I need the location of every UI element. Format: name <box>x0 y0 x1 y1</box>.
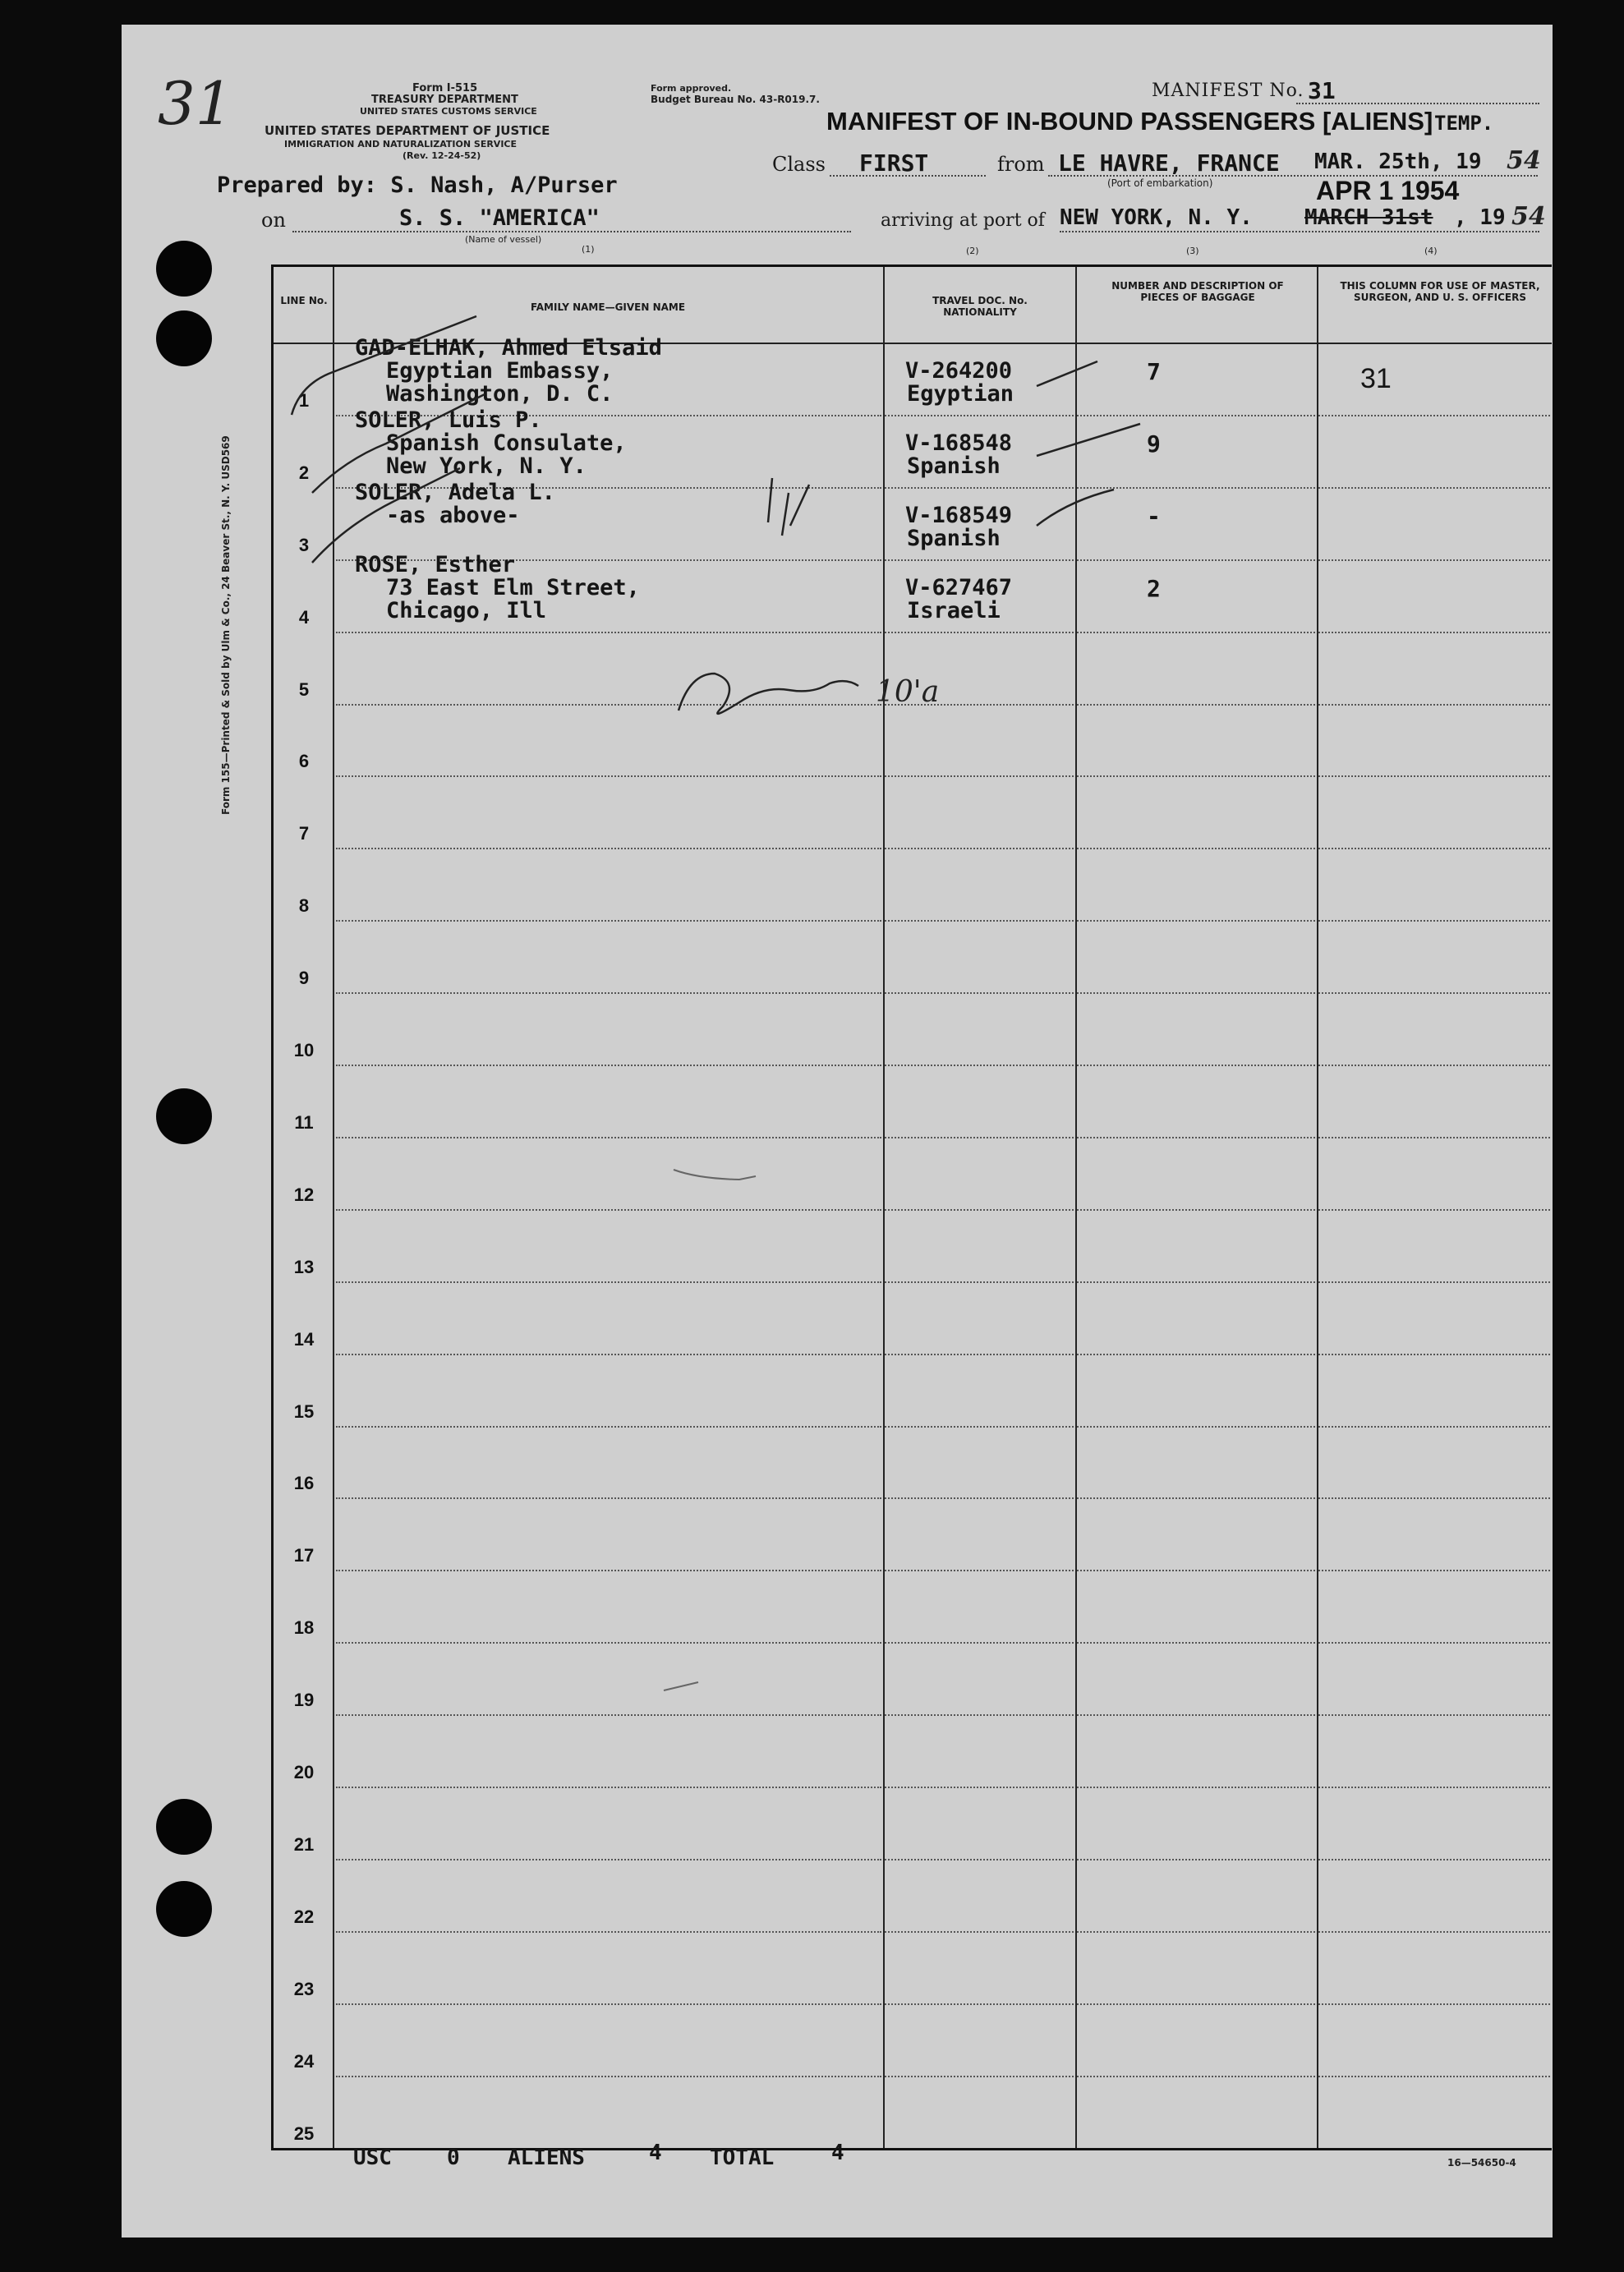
nationality: Egyptian <box>907 381 1014 407</box>
from-value: LE HAVRE, FRANCE <box>1058 149 1280 177</box>
form-number: Form I-515 <box>412 82 478 94</box>
nationality: Spanish <box>907 526 1001 551</box>
total-value: 4 <box>831 2141 844 2165</box>
travel-doc-no: V-168548 <box>905 430 1013 456</box>
line-number: 22 <box>293 1906 315 1927</box>
passenger-address: Egyptian Embassy, <box>386 358 614 384</box>
manifest-no-value: 31 <box>1308 77 1336 104</box>
baggage-count: 9 <box>1147 430 1161 458</box>
printer-side-text: Form 155—Printed & Sold by Ulm & Co., 24 Beaver St., N. Y. USD569 <box>220 435 232 815</box>
nationality: Israeli <box>907 598 1001 623</box>
line-number: 16 <box>293 1473 315 1494</box>
justice-dept: UNITED STATES DEPARTMENT OF JUSTICE <box>265 123 550 138</box>
passenger-name: SOLER, Adela L. <box>355 480 555 505</box>
treasury-dept: TREASURY DEPARTMENT <box>371 94 518 106</box>
class-value: FIRST <box>859 149 929 177</box>
line-number: 15 <box>293 1400 315 1422</box>
vessel-name: S. S. "AMERICA" <box>399 205 600 231</box>
form-code: 16—54650-4 <box>1447 2157 1516 2169</box>
on-label: on <box>261 209 286 232</box>
prepared-by: Prepared by: S. Nash, A/Purser <box>217 172 618 198</box>
arrival-date: MARCH 31st <box>1304 205 1433 230</box>
line-number: 9 <box>298 968 310 989</box>
manifest-temp: TEMP. <box>1434 112 1494 135</box>
line-number: 17 <box>293 1545 315 1566</box>
line-number: 7 <box>298 823 310 844</box>
usc-label: USC <box>353 2146 392 2170</box>
arrival-port: NEW YORK, N. Y. <box>1060 205 1253 230</box>
vessel-label: (Name of vessel) <box>465 234 542 245</box>
passenger-name: GAD-ELHAK, Ahmed Elsaid <box>355 335 662 361</box>
total-label: TOTAL <box>710 2146 775 2170</box>
baggage-count: - <box>1147 503 1161 530</box>
arrival-year-prefix: , 19 <box>1454 205 1506 230</box>
line-number: 11 <box>294 1111 314 1133</box>
line-number: 5 <box>298 678 310 700</box>
line-number: 6 <box>298 751 310 772</box>
line-number: 13 <box>293 1256 315 1277</box>
customs-service: UNITED STATES CUSTOMS SERVICE <box>360 106 537 117</box>
travel-doc-no: V-168549 <box>905 503 1013 528</box>
line-number: 20 <box>293 1762 315 1782</box>
port-embark-label: (Port of embarkation) <box>1107 177 1213 189</box>
ins-service: IMMIGRATION AND NATURALIZATION SERVICE <box>284 139 518 149</box>
col-num-3: (3) <box>1186 246 1199 256</box>
baggage-count: 2 <box>1147 575 1161 602</box>
passenger-name: SOLER, Luis P. <box>355 407 542 433</box>
col-header-line: LINE No. <box>280 295 328 306</box>
manifest-title: MANIFEST OF IN-BOUND PASSENGERS [ALIENS] <box>826 107 1433 136</box>
line-number: 2 <box>298 462 310 483</box>
handwritten-note: 10'a <box>876 675 940 709</box>
passenger-address: Spanish Consulate, <box>386 430 627 456</box>
line-number: 24 <box>293 2050 315 2072</box>
passenger-address: Chicago, Ill <box>386 598 547 623</box>
col-num-2: (2) <box>966 246 979 256</box>
line-number: 14 <box>293 1328 315 1350</box>
departure-date: MAR. 25th, 19 <box>1314 149 1482 174</box>
form-approved: Form approved. <box>651 83 732 94</box>
departure-year: 54 <box>1507 146 1541 175</box>
line-number: 10 <box>293 1040 315 1060</box>
line-number: 23 <box>293 1978 315 1999</box>
line-number: 19 <box>293 1690 315 1711</box>
col-header-officers: THIS COLUMN FOR USE OF MASTER, SURGEON, AND U. S. OFFICERS <box>1340 280 1540 303</box>
passenger-name: ROSE, Esther <box>355 552 516 577</box>
line-number: 3 <box>298 534 310 555</box>
col-header-doc: TRAVEL DOC. No. NATIONALITY <box>932 295 1028 318</box>
page-marker: 31 <box>158 69 233 138</box>
arrival-year: 54 <box>1511 202 1546 231</box>
arrival-stamp: APR 1 1954 <box>1316 176 1460 205</box>
budget-bureau: Budget Bureau No. 43-R019.7. <box>651 94 820 105</box>
line-number: 1 <box>298 389 310 411</box>
col-header-baggage: NUMBER AND DESCRIPTION OF PIECES OF BAGGAGE <box>1111 280 1284 303</box>
officer-note: 31 <box>1360 363 1392 394</box>
arriving-label: arriving at port of <box>881 210 1045 231</box>
line-number: 12 <box>293 1184 315 1205</box>
aliens-value: 4 <box>649 2141 662 2165</box>
aliens-label: ALIENS <box>508 2146 585 2170</box>
class-label: Class <box>772 153 826 176</box>
passenger-address: New York, N. Y. <box>386 453 587 479</box>
usc-value: 0 <box>447 2146 460 2170</box>
col-header-name: FAMILY NAME—GIVEN NAME <box>530 301 686 313</box>
line-number: 21 <box>293 1833 315 1855</box>
nationality: Spanish <box>907 453 1001 479</box>
line-number: 25 <box>293 2123 315 2144</box>
travel-doc-no: V-627467 <box>905 575 1013 600</box>
line-number: 8 <box>298 895 310 917</box>
passenger-address: 73 East Elm Street, <box>386 575 640 600</box>
passenger-address: Washington, D. C. <box>386 381 614 407</box>
manifest-no-label: MANIFEST No. <box>1152 80 1304 101</box>
baggage-count: 7 <box>1147 358 1161 385</box>
from-label: from <box>997 153 1045 176</box>
line-number: 18 <box>293 1617 315 1639</box>
passenger-address: -as above- <box>386 503 520 528</box>
travel-doc-no: V-264200 <box>905 358 1013 384</box>
col-num-1: (1) <box>582 244 595 255</box>
line-number: 4 <box>298 606 310 628</box>
form-revision: (Rev. 12-24-52) <box>403 150 481 161</box>
handwritten-initials <box>752 460 753 461</box>
col-num-4: (4) <box>1424 246 1438 256</box>
